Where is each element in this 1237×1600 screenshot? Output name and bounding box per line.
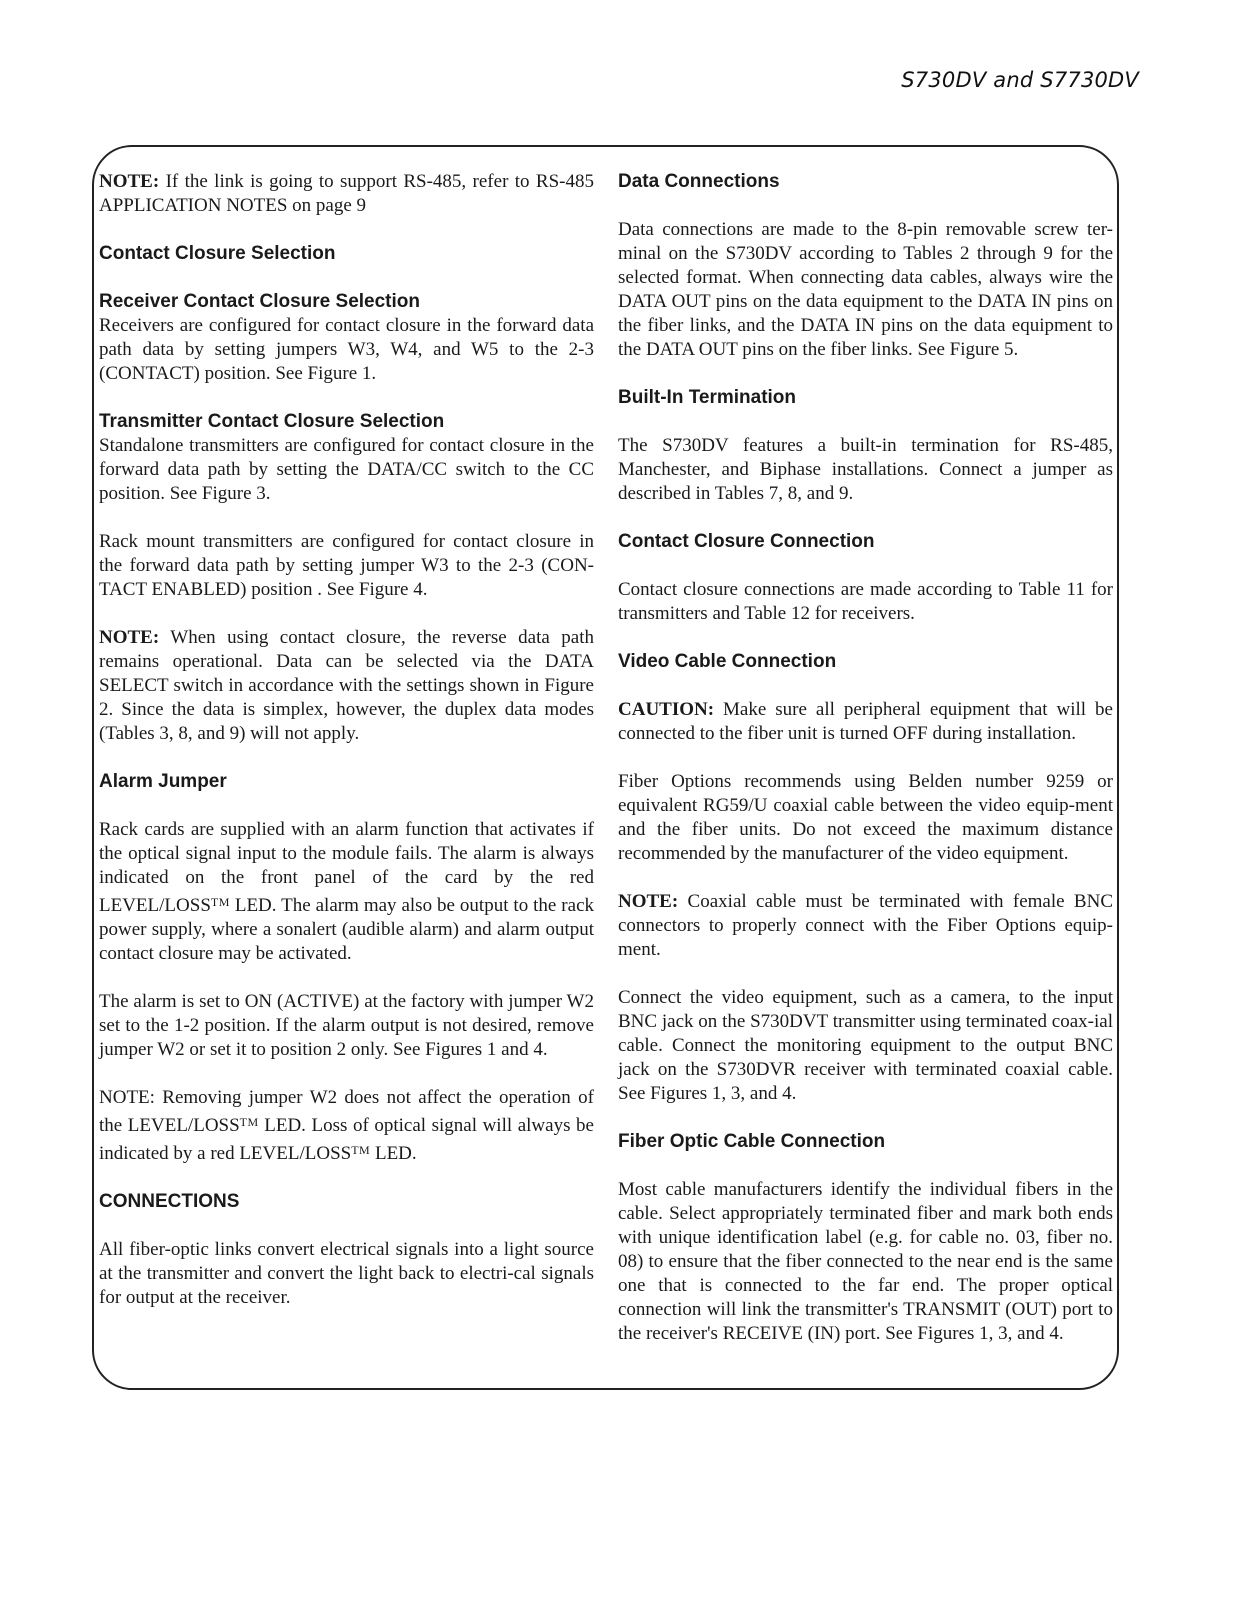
note-text: Coaxial cable must be terminated with female BNC connectors to properly connect with the Fiber Options equip-ment. (618, 891, 1113, 960)
alarm-factory-text: The alarm is set to ON (ACTIVE) at the factory with jumper W2 set to the 1-2 position. If the alarm output is not desired, remove jumper W2 or set it to position 2 only. See Figures 1 and 4. (99, 991, 594, 1060)
note-label: NOTE: (99, 627, 160, 648)
note-contact-closure (99, 626, 594, 746)
note-remove-w2 (99, 1086, 594, 1166)
fiber-optic-text: Most cable manufacturers identify the individual fibers in the cable. Select appropriately terminated fiber and mark both ends with unique identification label (e.g. for cable no. 03, fiber no. 08) to ensure that the fiber connected to the near end is the same one that is connected to the far end. The proper optical connection will link the transmitter's TRANSMIT (OUT) port to the receiver's RECEIVE (IN) port. See Figures 1, 3, and 4. (618, 1179, 1113, 1344)
page-header-title: S730DV and S7730DV (901, 68, 1139, 92)
note-coaxial (618, 890, 1113, 962)
right-column (618, 170, 1113, 1370)
connect-video-text: Connect the video equipment, such as a camera, to the input BNC jack on the S730DVT transmitter using terminated coax-ial cable. Connect the monitoring equipment to the output BNC jack on the S730DVR receiver with terminated coaxial cable. See Figures 1, 3, and 4. (618, 987, 1113, 1104)
connections-text: All fiber-optic links convert electrical signals into a light source at the transmitter and convert the light back to electri-cal signals for output at the receiver. (99, 1239, 594, 1308)
data-connections-text: Data connections are made to the 8-pin removable screw ter-minal on the S730DV according to Tables 2 through 9 for the selected format. When connecting data cables, always wire the DATA OUT pins on the data equipment to the DATA IN pins on the fiber links, and the DATA IN pins on the data equipment to the DATA OUT pins on the fiber links. See Figure 5. (618, 219, 1113, 360)
cc-connection-text: Contact closure connections are made according to Table 11 for transmitters and Table 12 for receivers. (618, 579, 1113, 624)
note-text: If the link is going to support RS-485, refer to RS-485 APPLICATION NOTES on page 9 (99, 171, 594, 216)
receiver-cc-text: Receivers are configured for contact closure in the forward data path data by setting jumpers W3, W4, and W5 to the 2-3 (CONTACT) position. See Figure 1. (99, 315, 594, 384)
fiber-optic-heading: Fiber Optic Cable Connection (618, 1131, 886, 1152)
note-text: When using contact closure, the reverse data path remains operational. Data can be selected via the DATA SELECT switch in accordance with the settings shown in Figure 2. Since the data is simplex, however, the duplex data modes (Tables 3, 8, and 9) will not apply. (99, 627, 594, 744)
trademark-mark: TM (210, 895, 230, 909)
built-in-termination-heading: Built-In Termination (618, 387, 797, 408)
receiver-cc-heading: Receiver Contact Closure Selection (99, 291, 420, 312)
note-text-part: LED. Loss of optical signal will always be indicated by a red LEVEL/LOSS (99, 1115, 594, 1164)
note-text-part: LED. (370, 1143, 417, 1164)
rack-mount-text: Rack mount transmitters are configured for contact closure in the forward data path by setting jumper W3 to the 2-3 (CON-TACT ENABLED) position . See Figure 4. (99, 531, 594, 600)
data-connections-heading: Data Connections (618, 171, 780, 192)
caution-label: CAUTION: (618, 699, 715, 720)
alarm-text-part: LED. The alarm may also be output to the rack power supply, where a sonalert (audible alarm) and alarm output contact closure may be activated. (99, 895, 594, 964)
trademark-mark: TM (239, 1115, 259, 1129)
note-text-part: NOTE: Removing jumper W2 does not affect the operation of the LEVEL/LOSS (99, 1087, 594, 1136)
transmitter-cc-text: Standalone transmitters are configured for contact closure in the forward data path by setting the DATA/CC switch to the CC position. See Figure 3. (99, 435, 594, 504)
caution-body: Make sure all peripheral equipment that will be connected to the fiber unit is turned OFF during installation. (618, 699, 1113, 744)
transmitter-cc-heading: Transmitter Contact Closure Selection (99, 411, 445, 432)
cc-connection-heading: Contact Closure Connection (618, 531, 875, 552)
contact-closure-heading: Contact Closure Selection (99, 243, 336, 264)
built-in-termination-text: The S730DV features a built-in termination for RS-485, Manchester, and Biphase installations. Connect a jumper as described in Tables 7, 8, and 9. (618, 435, 1113, 504)
note-rs485 (99, 170, 594, 218)
note-label: NOTE: (99, 171, 160, 192)
note-label: NOTE: (618, 891, 679, 912)
left-column (99, 170, 594, 1334)
alarm-jumper-heading: Alarm Jumper (99, 771, 227, 792)
alarm-text-part: Rack cards are supplied with an alarm function that activates if the optical signal input to the module fails. The alarm is always indicated on the front panel of the card by the red LEVEL/LOSS (99, 819, 594, 916)
video-cable-heading: Video Cable Connection (618, 651, 837, 672)
connections-heading: CONNECTIONS (99, 1191, 240, 1212)
alarm-jumper-text (99, 818, 594, 966)
caution-text (618, 698, 1113, 746)
belden-text: Fiber Options recommends using Belden number 9259 or equivalent RG59/U coaxial cable between the video equip-ment and the fiber units. Do not exceed the maximum distance recommended by the manufacturer of the video equipment. (618, 771, 1113, 864)
trademark-mark: TM (351, 1143, 371, 1157)
